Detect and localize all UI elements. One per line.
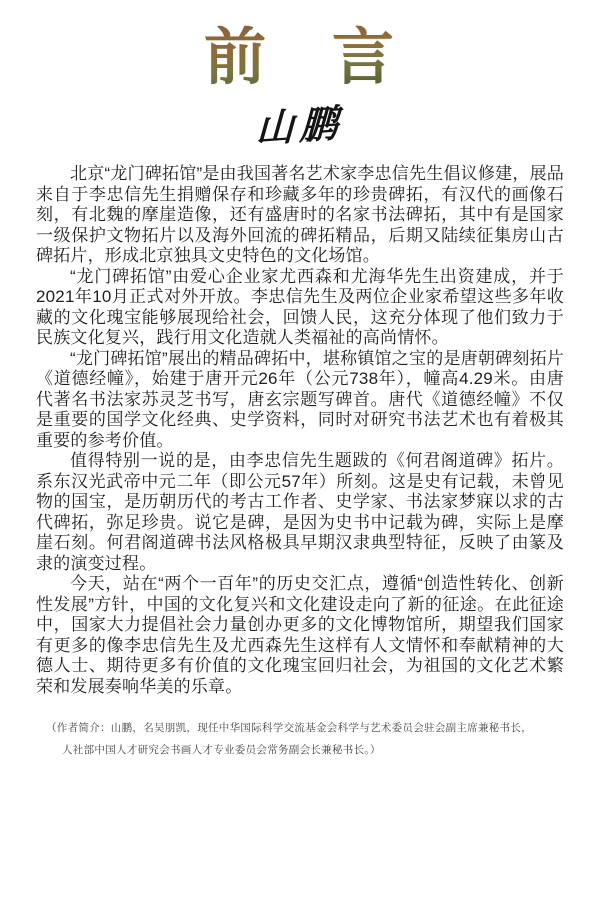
paragraph-1: 北京“龙门碑拓馆”是由我国著名艺术家李忠信先生倡议修建，展品来自于李忠信先生捐赠保存和珍藏多年的珍贵碑拓，有汉代的画像石刻，有北魏的摩崖造像，还有盛唐时的名家书法碑拓，其中有是国家一级保护文物拓片以及海外回流的碑拓精品，后期又陆续征集房山古碑拓片，形成北京独具文史特色的文化场馆。: [36, 164, 564, 266]
author-signature-calligraphy: 山鹏: [255, 102, 345, 152]
preface-body: [36, 164, 564, 697]
paragraph-5: 今天，站在“两个一百年”的历史交汇点，遵循“创造性转化、创新性发展”方针，中国的文化复兴和文化建设走向了新的征途。在此征途中，国家大力提倡社会力量创办更多的文化博物馆所，期望我们国家有更多的像李忠信先生及尤西森先生这样有人文情怀和奉献精神的大德人士、期待更多有价值的文化瑰宝回归社会，为祖国的文化艺术繁荣和发展奏响华美的乐章。: [36, 574, 564, 696]
page-title: 前 言: [203, 24, 396, 92]
footnote-line-2: 人社部中国人才研究会书画人才专业委员会常务副会长兼秘书长。）: [62, 744, 381, 757]
paragraph-2: “龙门碑拓馆”由爱心企业家尤西森和尤海华先生出资建成，并于2021年10月正式对外开放。李忠信先生及两位企业家希望这些多年收藏的文化瑰宝能够展现给社会，回馈人民，这充分体现了他们致力于民族文化复兴，践行用文化造就人类福祉的高尚情怀。: [36, 266, 564, 348]
title-block: [0, 0, 600, 150]
footnote-line-1: （作者简介：山鹏，名吴朋凯，现任中华国际科学交流基金会科学与艺术委员会驻会副主席兼秘书长，: [46, 722, 532, 735]
author-bio-footnote: [46, 717, 560, 761]
paragraph-3: “龙门碑拓馆”展出的精品碑拓中，堪称镇馆之宝的是唐朝碑刻拓片《道德经幢》，始建于唐开元26年（公元738年），幢高4.29米。由唐代著名书法家苏灵芝书写，唐玄宗题写碑首。唐代《道德经幢》不仅是重要的国学文化经典、史学资料，同时对研究书法艺术也有着极其重要的参考价值。: [36, 348, 564, 450]
paragraph-4: 值得特别一说的是，由李忠信先生题跋的《何君阁道碑》拓片。系东汉光武帝中元二年（即公元57年）所刻。这是史有记载，未曾见物的国宝，是历朝历代的考古工作者、史学家、书法家梦寐以求的古代碑拓，弥足珍贵。说它是碑，是因为史书中记载为碑，实际上是摩崖石刻。何君阁道碑书法风格极具早期汉隶典型特征，反映了由篆及隶的演变过程。: [36, 451, 564, 573]
